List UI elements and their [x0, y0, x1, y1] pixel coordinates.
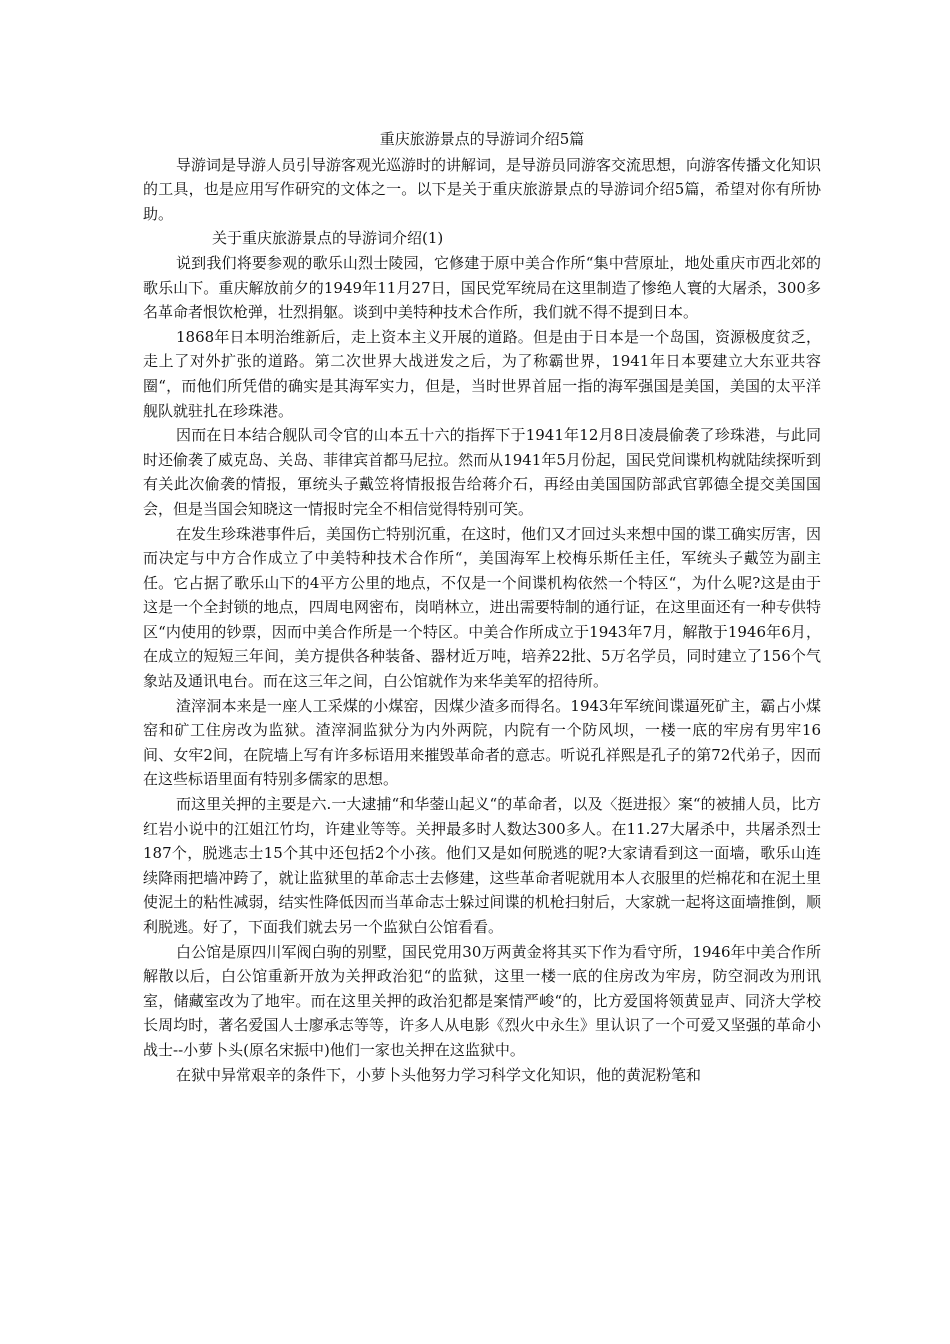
body-paragraph: 在发生珍珠港事件后，美国伤亡特别沉重，在这时，他们又才回过头来想中国的谍工确实厉害，因而决定与中方合作成立了中美特种技术合作所“，美国海军上校梅乐斯任主任，军统头子戴笠为副主任。它占据了歌乐山下的4平方公里的地点，不仅是一个间谍机构依然一个特区“，为什么呢?这是由于这是一个全封锁的地点，四周电网密布，岗哨林立，进出需要特制的通行证，在这里面还有一种专供特区“内使用的钞票，因而中美合作所是一个特区。中美合作所成立于1943年7月，解散于1946年6月，在成立的短短三年间，美方提供各种装备、器材近万吨，培养22批、5万名学员，同时建立了156个气象站及通讯电台。而在这三年之间，白公馆就作为来华美军的招待所。	[143, 524, 822, 691]
body-paragraph: 1868年日本明治维新后，走上资本主义开展的道路。但是由于日本是一个岛国，资源极度贫乏，走上了对外扩张的道路。第二次世界大战迸发之后，为了称霸世界，1941年日本要建立大东亚共容圈“，而他们所凭借的确实是其海军实力，但是，当时世界首屈一指的海军强国是美国，美国的太平洋舰队就驻扎在珍珠港。	[143, 327, 821, 420]
body-paragraph: 因而在日本结合舰队司令官的山本五十六的指挥下于1941年12月8日凌晨偷袭了珍珠港，与此同时还偷袭了威克岛、关岛、菲律宾首都马尼拉。然而从1941年5月份起，国民党间谍机构就陆续探听到有关此次偷袭的情报，軍统头子戴笠将情报报告给蒋介石，再经由美国国防部武官郭德全提交美国国会，但是当国会知晓这一情报时完全不相信觉得特别可笑。	[143, 426, 821, 518]
document-title: 重庆旅游景点的导游词介绍5篇	[379, 130, 585, 148]
body-paragraph: 说到我们将要参观的歌乐山烈士陵园，它修建于原中美合作所“集中营原址，地处重庆市西北郊的歌乐山下。重庆解放前夕的1949年11月27日，国民党军统局在这里制造了惨绝人寰的大屠杀，300多名革命者恨饮枪弹，壮烈捐躯。谈到中美特种技术合作所，我们就不得不提到日本。	[143, 253, 821, 322]
document-body	[143, 127, 821, 1087]
body-paragraph: 而这里关押的主要是六.一大逮捕“和华蓥山起义“的革命者，以及〈挺进报〉案“的被捕人员，比方红岩小说中的江姐江竹均，许建业等等。关押最多时人数达300多人。在11.27大屠杀中，共屠杀烈士187个，脱逃志士15个其中还包括2个小孩。他们又是如何脱逃的呢?大家请看到这一面墙，歌乐山连续降雨把墙冲跨了，就让监狱里的革命志士去修建，这些革命者呢就用本人衣服里的烂棉花和在泥土里使泥土的粘性减弱，结实性降低因而当革命志士躲过间谍的机枪扫射后，大家就一起将这面墙推倒，顺利脱逃。好了，下面我们就去另一个监狱白公馆看看。	[143, 795, 821, 936]
body-paragraph: 渣滓洞本来是一座人工采煤的小煤窑，因煤少渣多而得名。1943年军统间谍逼死矿主，霸占小煤窑和矿工住房改为监狱。渣滓洞监狱分为内外两院，内院有一个防风坝，一楼一底的牢房有男牢16间、女牢2间，在院墙上写有许多标语用来摧毁革命者的意志。听说孔祥熙是孔子的第72代弟子，因而在这些标语里面有特别多儒家的思想。	[143, 696, 821, 789]
body-paragraph: 白公馆是原四川军阀白驹的别墅，国民党用30万两黄金将其买下作为看守所，1946年中美合作所解散以后，白公馆重新开放为关押政治犯“的监狱，这里一楼一底的住房改为牢房，防空洞改为刑讯室，储藏室改为了地牢。而在这里关押的政治犯都是案情严峻“的，比方爱国将领黄显声、同济大学校长周均时，著名爱国人士廖承志等等，许多人从电影《烈火中永生》里认识了一个可爱又坚强的革命小战士--小萝卜头(原名宋振中)他们一家也关押在这监狱中。	[143, 942, 821, 1059]
body-paragraph: 在狱中异常艰辛的条件下，小萝卜头他努力学习科学文化知识，他的黄泥粉笔和	[176, 1065, 702, 1084]
intro-paragraph: 导游词是导游人员引导游客观光巡游时的讲解词，是导游员同游客交流思想，向游客传播文化知识的工具，也是应用写作研究的文体之一。以下是关于重庆旅游景点的导游词介绍5篇，希望对你有所协助。	[143, 155, 822, 223]
section-heading: 关于重庆旅游景点的导游词介绍(1)	[212, 229, 444, 248]
